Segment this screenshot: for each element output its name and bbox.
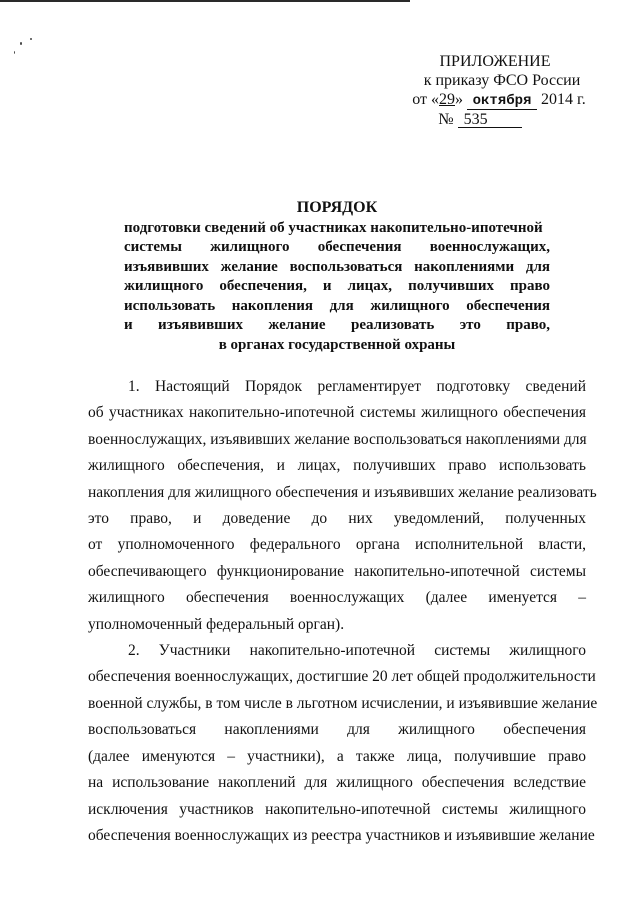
title-line: и изъявивших желание реализовать это право, [124, 317, 550, 333]
body-line: от уполномоченного федерального органа исполнительной власти, [88, 536, 586, 554]
body-line: военнослужащих, изъявивших желание воспользоваться накоплениями для [88, 430, 587, 448]
body-line: накопления для жилищного обеспечения и изъявивших желание реализовать [88, 483, 597, 501]
order-date [398, 90, 600, 110]
body-line: обеспечивающего функционирование накопительно-ипотечной системы [88, 562, 586, 580]
title-line: в органах государственной охраны [218, 336, 456, 353]
body-line: (далее именуются – участники), а также лица, получившие право [88, 747, 586, 765]
title-main: ПОРЯДОК [296, 199, 378, 216]
title-line: изъявивших желание воспользоваться накоплениями для [124, 258, 550, 275]
date-mid: » [455, 91, 463, 108]
scan-edge-line [0, 0, 410, 2]
title-line: подготовки сведений об участниках накопительно-ипотечной [124, 219, 543, 236]
body-line: 1. Настоящий Порядок регламентирует подготовку сведений [128, 378, 586, 395]
body-line: военной службы, в том числе в льготном исчислении, и изъявившие желание [88, 694, 598, 712]
body-line: 2. Участники накопительно-ипотечной системы жилищного [128, 642, 586, 660]
number-value: 535 [463, 111, 488, 128]
title-line: использовать накопления для жилищного обеспечения [124, 297, 550, 314]
date-year: 2014 г. [541, 91, 586, 108]
date-prefix: от « [412, 91, 439, 108]
appendix-header [380, 52, 600, 129]
body-line: обеспечения военнослужащих из реестра участников и изъявившие желание [88, 826, 595, 844]
number-prefix: № [438, 111, 454, 128]
body-line: обеспечения военнослужащих, достигшие 20 лет общей продолжительности [88, 668, 596, 686]
date-day: 29 [439, 91, 455, 108]
body-line: на использование накоплений для жилищного обеспечения вследствие [88, 774, 586, 792]
body-line: уполномоченный федеральный орган). [88, 615, 345, 633]
title-line: системы жилищного обеспечения военнослужащих, [124, 239, 550, 255]
document-body [88, 374, 598, 849]
scan-speck [14, 51, 15, 54]
body-line: об участниках накопительно-ипотечной системы жилищного обеспечения [88, 404, 586, 422]
title-line: жилищного обеспечения, и лицах, получивших право [124, 278, 550, 294]
body-line: жилищного обеспечения военнослужащих (далее именуется – [88, 589, 586, 607]
appendix-label: ПРИЛОЖЕНИЕ [439, 53, 551, 70]
order-reference: к приказу ФСО России [423, 72, 581, 89]
scan-speck [20, 42, 22, 45]
document-title [124, 198, 550, 355]
body-line: это право, и доведение до них уведомлений, полученных [88, 510, 586, 528]
order-number [360, 110, 600, 129]
scan-speck [30, 38, 32, 40]
body-line: жилищного обеспечения, и лицах, получивших право использовать [88, 457, 586, 475]
date-month: октября [472, 93, 532, 109]
body-line: исключения участников накопительно-ипотечной системы жилищного [88, 800, 586, 818]
body-line: воспользоваться накоплениями для жилищного обеспечения [88, 721, 586, 739]
